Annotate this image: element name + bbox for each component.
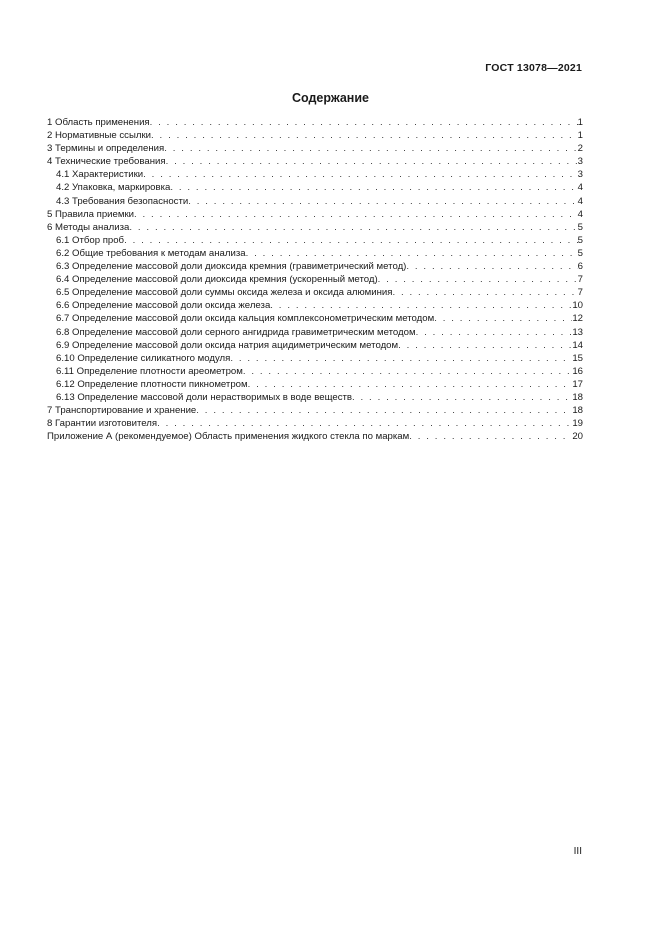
toc-entry-page: 6 [577,261,583,273]
toc-entry-label: 2 Нормативные ссылки [47,130,152,142]
toc-entry-label: 6.9 Определение массовой доли оксида натрия ацидиметрическим методом [56,339,399,351]
toc-entry[interactable] [47,129,583,142]
toc-entry-label: 4.3 Требования безопасности [56,195,189,207]
toc-entry-page: 5 [577,247,583,259]
toc-dot-leader [416,326,573,339]
toc-dot-leader [196,404,572,417]
toc-dot-leader [134,208,578,221]
toc-entry-page: 15 [572,352,583,364]
toc-entry[interactable] [47,365,583,378]
toc-dot-leader [248,378,573,391]
toc-entry-page: 20 [572,431,583,443]
toc-dot-leader [246,247,578,260]
toc-dot-leader [157,417,572,430]
toc-dot-leader [124,234,578,247]
toc-entry[interactable] [47,352,583,365]
toc-entry-label: 1 Область применения [47,117,150,128]
toc-dot-leader [188,195,577,208]
toc-entry-page: 2 [577,143,583,155]
toc-entry-label: 8 Гарантии изготовителя [47,418,158,430]
toc-entry-page: 19 [572,418,583,430]
toc-dot-leader [243,365,572,378]
toc-entry-label: 6.2 Общие требования к методам анализа [56,247,246,259]
toc-entry-page: 12 [572,313,583,325]
toc-dot-leader [392,286,577,299]
toc-entry-page: 7 [577,274,583,286]
toc-entry-label: 6.7 Определение массовой доли оксида кальция комплексонометрическим методом [56,313,435,325]
toc-entry-page: 4 [577,208,583,220]
toc-entry-label: 6.3 Определение массовой доли диоксида кремния (гравиметрический метод) [56,261,407,273]
toc-dot-leader [230,352,572,365]
toc-dot-leader [378,273,578,286]
toc-dot-leader [129,221,577,234]
toc-entry[interactable] [47,339,583,352]
toc-entry-label: 6.1 Отбор проб [56,234,125,246]
toc-entry-page: 1 [577,130,583,142]
toc-entry-label: 6.5 Определение массовой доли суммы оксида железа и оксида алюминия [56,287,393,299]
toc-entry-page: 14 [572,339,583,351]
toc-entry[interactable] [47,155,583,168]
toc-entry-page: 5 [577,234,583,246]
toc-entry-page: 4 [577,195,583,207]
toc-entry[interactable] [47,430,583,443]
toc-entry[interactable] [47,116,583,129]
toc-entry[interactable] [47,168,583,181]
toc-dot-leader [270,299,572,312]
toc-entry-page: 3 [577,156,583,168]
toc-entry-page: 16 [572,365,583,377]
toc-entry[interactable] [47,195,583,208]
toc-entry-label: 6.4 Определение массовой доли диоксида кремния (ускоренный метод) [56,274,378,286]
toc-entry-label: 6.6 Определение массовой доли оксида железа [56,300,271,312]
toc-dot-leader [150,116,578,129]
toc-entry-page: 4 [577,182,583,194]
toc-entry-page: 13 [572,326,583,338]
toc-dot-leader [406,260,577,273]
toc-entry-label: 4 Технические требования [47,156,166,168]
toc-entry[interactable] [47,142,583,155]
toc-entry[interactable] [47,378,583,391]
toc-entry[interactable] [47,299,583,312]
toc-title: Содержание [291,91,369,105]
toc-entry-label: 6.11 Определение плотности ареометром [56,365,243,377]
toc-dot-leader [170,181,577,194]
toc-entry-page: 1 [577,117,583,128]
toc-dot-leader [143,168,578,181]
toc-entry-label: 7 Транспортирование и хранение [47,405,197,417]
toc-entry-page: 7 [577,287,583,299]
toc-entry-label: Приложение А (рекомендуемое) Область применения жидкого стекла по маркам [47,431,410,443]
toc-entry[interactable] [47,417,583,430]
toc-entry-page: 3 [577,169,583,181]
toc-entry-label: 6.10 Определение силикатного модуля [56,352,231,364]
toc-entry[interactable] [47,286,583,299]
toc-entry[interactable] [47,181,583,194]
toc-entry[interactable] [47,247,583,260]
toc-entry[interactable] [47,221,583,234]
toc-dot-leader [434,312,572,325]
toc-entry-page: 10 [572,300,583,312]
toc-entry-page: 5 [577,221,583,233]
toc-entry[interactable] [47,208,583,221]
toc-entry-label: 6 Методы анализа [47,221,130,233]
toc-entry[interactable] [47,312,583,325]
toc-entry-label: 6.13 Определение массовой доли нерастворимых в воде веществ [56,391,352,403]
toc-entry-label: 6.12 Определение плотности пикнометром [56,378,248,390]
toc-entry[interactable] [47,391,583,404]
toc-entry[interactable] [47,326,583,339]
standard-code: ГОСТ 13078—2021 [485,62,582,74]
toc-dot-leader [352,391,572,404]
table-of-contents [47,116,583,443]
toc-entry[interactable] [47,234,583,247]
toc-entry-page: 18 [572,391,583,403]
toc-entry-label: 5 Правила приемки [47,208,134,220]
toc-entry-label: 6.8 Определение массовой доли серного ангидрида гравиметрическим методом [56,326,416,338]
toc-entry-label: 4.1 Характеристики [56,169,144,181]
toc-entry-label: 4.2 Упаковка, маркировка [56,182,171,194]
page-number: III [573,846,582,857]
toc-entry-page: 17 [572,378,583,390]
toc-dot-leader [166,155,578,168]
toc-dot-leader [151,129,578,142]
toc-entry[interactable] [47,260,583,273]
toc-dot-leader [164,142,577,155]
toc-entry[interactable] [47,273,583,286]
toc-entry-label: 3 Термины и определения [47,143,165,155]
toc-dot-leader [409,430,572,443]
toc-entry[interactable] [47,404,583,417]
toc-entry-page: 18 [572,405,583,417]
toc-dot-leader [398,339,572,352]
